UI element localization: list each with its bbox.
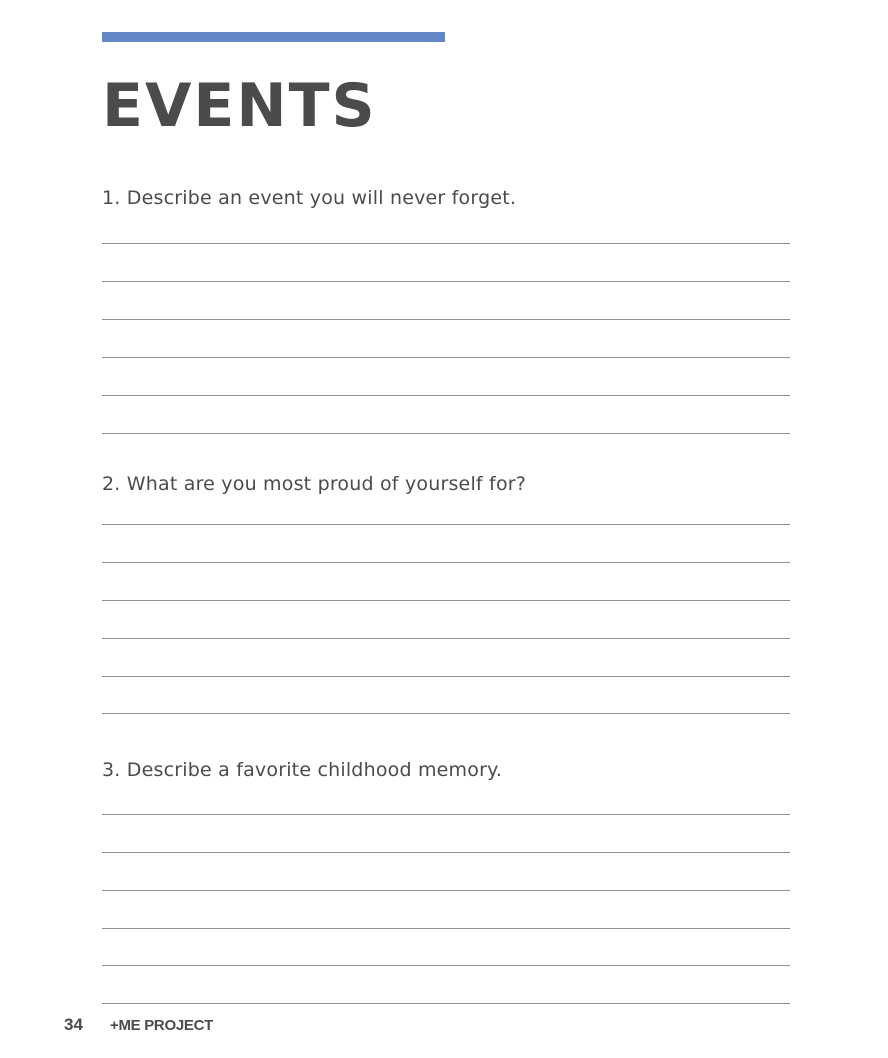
answer-line[interactable] <box>102 852 790 853</box>
brand-logo-text: +ME PROJECT <box>110 1017 213 1034</box>
page-title: EVENTS <box>102 71 377 141</box>
accent-bar <box>102 32 445 42</box>
answer-line[interactable] <box>102 395 790 396</box>
answer-line[interactable] <box>102 814 790 815</box>
answer-line[interactable] <box>102 638 790 639</box>
answer-line[interactable] <box>102 1003 790 1004</box>
answer-line[interactable] <box>102 357 790 358</box>
question-1-text: 1. Describe an event you will never forget. <box>102 187 517 209</box>
answer-line[interactable] <box>102 965 790 966</box>
question-2-text: 2. What are you most proud of yourself for? <box>102 473 527 495</box>
answer-line[interactable] <box>102 676 790 677</box>
answer-line[interactable] <box>102 600 790 601</box>
answer-line[interactable] <box>102 928 790 929</box>
answer-line[interactable] <box>102 281 790 282</box>
answer-line[interactable] <box>102 524 790 525</box>
question-3-text: 3. Describe a favorite childhood memory. <box>102 759 503 781</box>
answer-line[interactable] <box>102 713 790 714</box>
answer-line[interactable] <box>102 433 790 434</box>
answer-line[interactable] <box>102 562 790 563</box>
answer-line[interactable] <box>102 890 790 891</box>
answer-line[interactable] <box>102 319 790 320</box>
answer-line[interactable] <box>102 243 790 244</box>
page-number: 34 <box>64 1015 83 1034</box>
